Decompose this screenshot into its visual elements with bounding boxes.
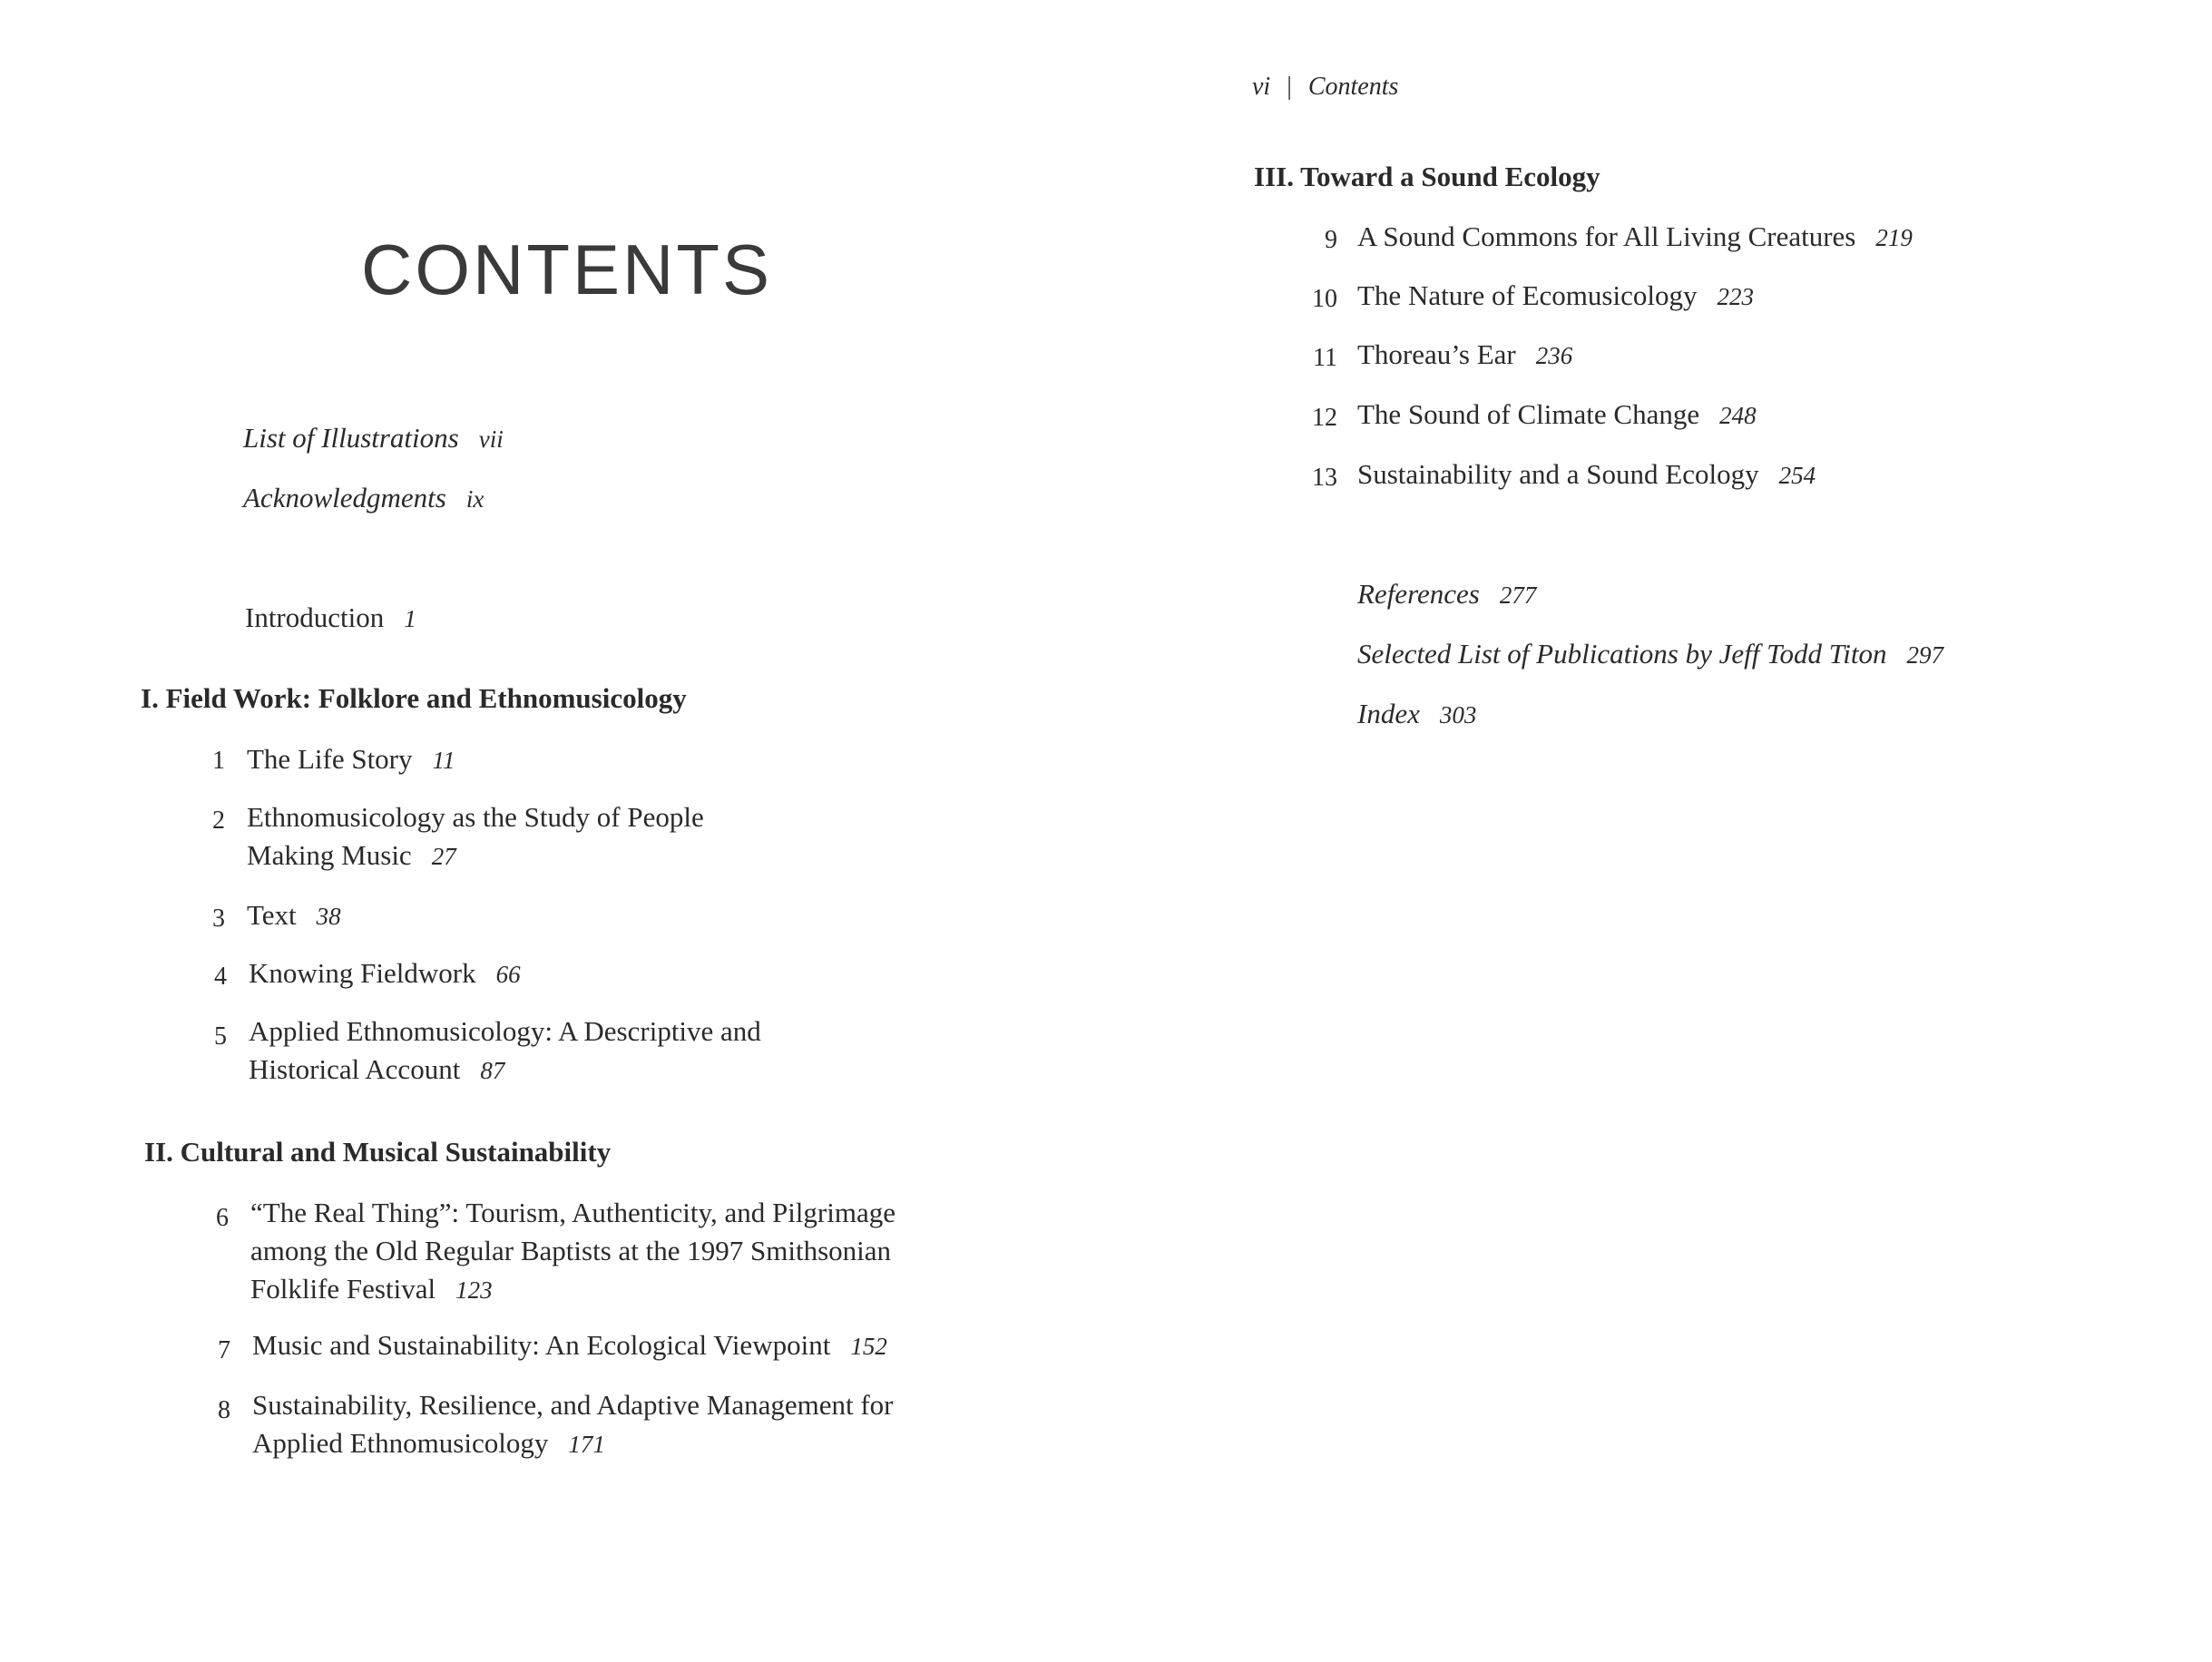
entry-label: Music and Sustainability: An Ecological Viewpoint	[252, 1329, 831, 1361]
entry-label: Knowing Fieldwork	[249, 957, 476, 989]
entry-page: 11	[432, 747, 455, 774]
entry-label: Introduction	[245, 601, 385, 633]
entry-page: 303	[1439, 701, 1477, 728]
entry-page: 123	[455, 1276, 493, 1304]
chapter-number: 12	[1312, 404, 1337, 432]
entry-label: Sustainability and a Sound Ecology	[1357, 458, 1759, 490]
toc-entry-chapter-8[interactable]	[252, 1386, 894, 1463]
toc-entry-chapter-10[interactable]	[1357, 277, 1754, 316]
running-head-separator: |	[1287, 73, 1292, 101]
chapter-number: 13	[1312, 464, 1337, 492]
toc-entry-index[interactable]	[1357, 695, 1476, 734]
toc-entry-chapter-5[interactable]	[249, 1012, 761, 1090]
entry-label-line: Applied Ethnomusicology	[252, 1427, 549, 1459]
chapter-number: 10	[1312, 285, 1337, 313]
entry-page: 219	[1875, 224, 1913, 251]
toc-entry-chapter-2[interactable]	[247, 798, 704, 875]
part-heading-3: III. Toward a Sound Ecology	[1254, 161, 1600, 192]
entry-page: 152	[850, 1333, 887, 1360]
entry-label-line: Applied Ethnomusicology: A Descriptive and	[249, 1015, 761, 1047]
toc-entry-chapter-6[interactable]	[250, 1194, 896, 1309]
toc-entry-chapter-4[interactable]	[249, 954, 521, 993]
entry-label-line: Historical Account	[249, 1053, 461, 1085]
entry-page: 297	[1906, 641, 1944, 669]
chapter-number: 7	[218, 1336, 230, 1364]
entry-label: Acknowledgments	[243, 482, 446, 513]
entry-page: 223	[1717, 283, 1754, 310]
entry-page: 236	[1535, 342, 1573, 369]
toc-entry-chapter-9[interactable]	[1357, 218, 1913, 257]
chapter-number: 6	[216, 1204, 229, 1232]
toc-entry-list-of-illustrations[interactable]	[243, 419, 504, 458]
toc-entry-references[interactable]	[1357, 575, 1536, 614]
entry-label: The Life Story	[247, 743, 413, 775]
entry-page: 87	[480, 1057, 505, 1084]
chapter-number: 1	[212, 747, 225, 775]
toc-entry-selected-publications[interactable]	[1357, 635, 1943, 674]
running-head-page: vi	[1252, 73, 1271, 101]
entry-page: ix	[465, 485, 484, 513]
entry-page: vii	[478, 425, 504, 453]
toc-entry-chapter-3[interactable]	[247, 896, 341, 935]
entry-label: The Nature of Ecomusicology	[1357, 279, 1698, 311]
entry-label: Selected List of Publications by Jeff Todd Titon	[1357, 638, 1887, 670]
part-heading-1: I. Field Work: Folklore and Ethnomusicology	[141, 682, 687, 714]
toc-entry-chapter-12[interactable]	[1357, 396, 1757, 435]
toc-entry-chapter-13[interactable]	[1357, 455, 1816, 494]
entry-label: References	[1357, 578, 1480, 610]
entry-label: The Sound of Climate Change	[1357, 398, 1700, 430]
entry-page: 38	[316, 903, 341, 930]
entry-label: Thoreau’s Ear	[1357, 338, 1516, 370]
toc-entry-acknowledgments[interactable]	[243, 479, 484, 518]
toc-entry-chapter-11[interactable]	[1357, 336, 1572, 375]
entry-page: 254	[1778, 462, 1816, 489]
chapter-number: 2	[212, 807, 225, 835]
entry-page: 277	[1499, 582, 1537, 609]
chapter-number: 5	[214, 1022, 227, 1051]
toc-entry-chapter-1[interactable]	[247, 740, 455, 779]
entry-page: 1	[404, 605, 416, 632]
page-title: CONTENTS	[361, 230, 772, 309]
entry-page: 66	[495, 961, 521, 988]
running-head-label: Contents	[1307, 73, 1399, 101]
entry-page: 171	[568, 1431, 605, 1458]
toc-entry-chapter-7[interactable]	[252, 1326, 887, 1365]
chapter-number: 8	[218, 1396, 230, 1424]
entry-label: Text	[247, 899, 297, 931]
entry-label-line: Making Music	[247, 839, 412, 871]
entry-label-line: among the Old Regular Baptists at the 1997 Smithsonian	[250, 1235, 892, 1266]
toc-entry-introduction[interactable]	[245, 599, 416, 638]
entry-label: Index	[1357, 698, 1420, 729]
entry-label-line: “The Real Thing”: Tourism, Authenticity, and Pilgrimage	[250, 1197, 896, 1228]
entry-page: 27	[431, 843, 456, 870]
running-head	[1252, 69, 1398, 105]
entry-page: 248	[1719, 402, 1757, 429]
chapter-number: 4	[214, 963, 227, 991]
chapter-number: 3	[212, 904, 225, 933]
entry-label: A Sound Commons for All Living Creatures	[1357, 220, 1856, 252]
part-heading-2: II. Cultural and Musical Sustainability	[144, 1136, 612, 1168]
chapter-number: 9	[1325, 226, 1337, 254]
entry-label-line: Ethnomusicology as the Study of People	[247, 801, 704, 833]
entry-label: List of Illustrations	[243, 422, 459, 454]
chapter-number: 11	[1313, 344, 1337, 372]
entry-label-line: Folklife Festival	[250, 1273, 436, 1305]
entry-label-line: Sustainability, Resilience, and Adaptive Management for	[252, 1389, 894, 1421]
